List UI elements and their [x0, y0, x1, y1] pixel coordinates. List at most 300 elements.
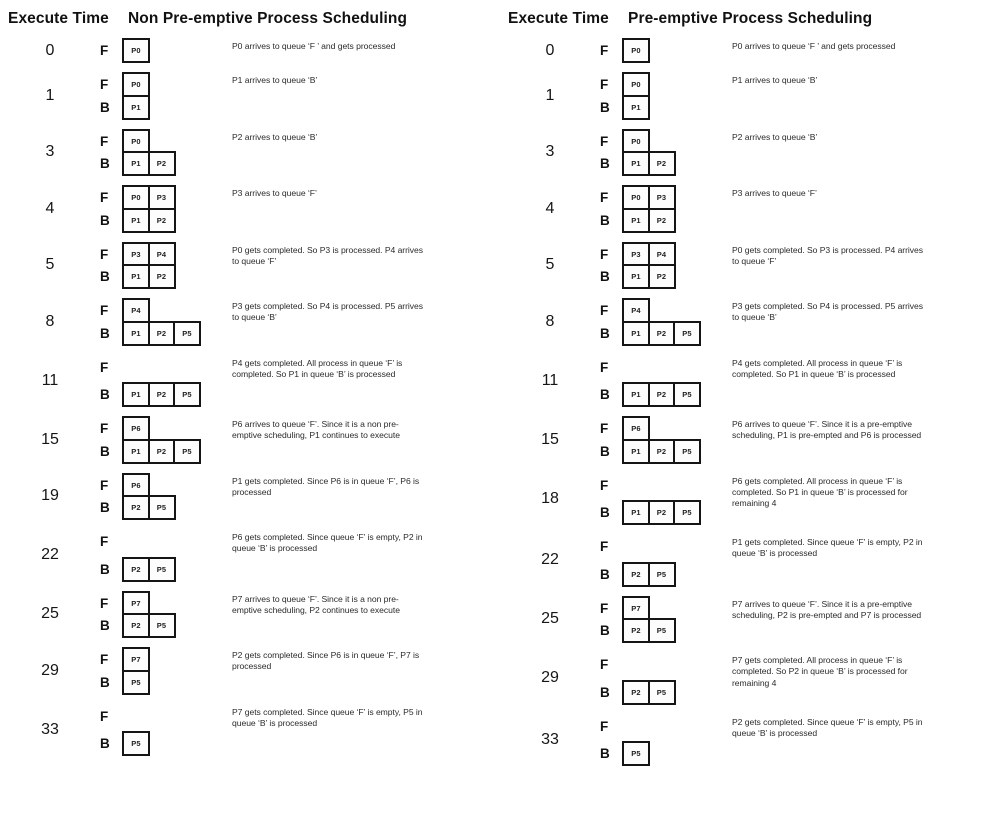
execute-time-value: 25 [541, 610, 559, 628]
process-boxes [622, 416, 650, 441]
execute-time-header: Execute Time [8, 10, 109, 27]
front-queue-line [600, 355, 732, 380]
process-boxes [122, 208, 176, 233]
process-boxes [122, 591, 150, 616]
front-queue-label: F [100, 43, 109, 58]
back-queue-label: B [600, 684, 610, 700]
front-queue-label: F [600, 190, 609, 205]
back-queue-line [600, 151, 732, 176]
back-queue-label: B [100, 500, 110, 515]
process-box: P5 [648, 562, 676, 587]
process-boxes [122, 416, 150, 441]
schedule-row [500, 596, 1000, 644]
schedule-row [500, 355, 1000, 408]
process-box: P5 [648, 618, 676, 643]
process-box: P1 [122, 151, 150, 176]
process-boxes [122, 72, 150, 97]
queue-diagram [600, 534, 732, 587]
front-queue-label: F [600, 77, 609, 92]
front-queue-line [100, 185, 232, 210]
process-box: P0 [622, 72, 650, 97]
back-queue-line [100, 731, 232, 756]
front-queue-label: F [100, 652, 109, 667]
back-queue-line [100, 382, 232, 407]
row-description: P4 gets completed. All process in queue ‘F’ is completed. So P1 in queue ‘B’ is processed [232, 357, 403, 379]
process-boxes [122, 264, 176, 289]
row-description: P1 arrives to queue ‘B’ [732, 75, 818, 85]
schedule-row [500, 38, 1000, 63]
process-box: P5 [173, 439, 201, 464]
back-queue-label: B [100, 736, 110, 751]
process-box: P0 [122, 185, 150, 210]
front-queue-label: F [100, 534, 109, 549]
front-queue-label: F [600, 477, 609, 493]
back-queue-label: B [600, 156, 610, 171]
front-queue-line [600, 72, 732, 97]
front-queue-label: F [600, 539, 609, 554]
row-description: P6 gets completed. Since queue ‘F’ is empty, P2 in queue ‘B’ is processed [232, 532, 423, 554]
process-boxes [122, 495, 176, 520]
process-boxes [122, 298, 150, 323]
process-box: P1 [622, 321, 650, 346]
queue-diagram [100, 38, 232, 63]
schedule-row [0, 242, 500, 290]
process-box: P7 [122, 591, 150, 616]
back-queue-line [600, 741, 732, 766]
back-queue-label: B [100, 387, 110, 402]
preemptive-column-header [500, 6, 1000, 38]
back-queue-label: B [600, 623, 610, 638]
process-boxes [622, 72, 650, 97]
process-box: P4 [622, 298, 650, 323]
row-description: P6 gets completed. All process in queue ‘F’ is completed. So P1 in queue ‘B’ is processed for remaining 4 [732, 475, 908, 509]
back-queue-label: B [100, 618, 110, 633]
schedule-row [500, 652, 1000, 705]
front-queue-line [100, 38, 232, 63]
back-queue-line [600, 208, 732, 233]
process-box: P2 [148, 439, 176, 464]
execute-time-value: 11 [41, 371, 59, 389]
row-description: P2 arrives to queue ‘B’ [732, 131, 818, 142]
process-box: P4 [648, 242, 676, 267]
front-queue-label: F [100, 421, 109, 436]
back-queue-label: B [100, 561, 110, 577]
queue-diagram [100, 591, 232, 639]
front-queue-line [600, 298, 732, 323]
process-boxes [622, 298, 650, 323]
back-queue-line [100, 439, 232, 464]
queue-diagram [100, 529, 232, 582]
back-queue-line [100, 95, 232, 120]
process-box: P5 [122, 731, 150, 756]
process-box: P4 [148, 242, 176, 267]
front-queue-label: F [100, 708, 109, 724]
process-box: P5 [148, 495, 176, 520]
process-boxes [622, 562, 676, 587]
process-box: P1 [622, 208, 650, 233]
execute-time-value: 15 [541, 430, 559, 448]
front-queue-line [600, 652, 732, 677]
non-preemptive-title: Non Pre-emptive Process Scheduling [128, 10, 408, 27]
process-boxes [622, 95, 650, 120]
schedule-row [500, 416, 1000, 464]
back-queue-label: B [600, 269, 610, 284]
process-boxes [122, 382, 201, 407]
queue-diagram [600, 652, 732, 705]
process-box: P7 [622, 596, 650, 621]
schedule-row [500, 72, 1000, 120]
execute-time-value: 33 [41, 720, 59, 738]
front-queue-label: F [100, 303, 109, 318]
process-boxes [622, 38, 650, 63]
back-queue-label: B [600, 325, 610, 341]
row-description: P0 arrives to queue ‘F ’ and gets processed [732, 41, 896, 51]
row-description: P2 gets completed. Since queue ‘F’ is empty, P5 in queue ‘B’ is processed [732, 716, 923, 738]
process-box: P2 [622, 562, 650, 587]
execute-time-value: 1 [545, 86, 555, 104]
process-boxes [122, 242, 176, 267]
schedule-row [0, 416, 500, 464]
back-queue-label: B [100, 212, 110, 228]
front-queue-line [600, 473, 732, 498]
process-box: P6 [622, 416, 650, 441]
schedule-row [0, 355, 500, 408]
front-queue-line [600, 416, 732, 441]
schedule-row [0, 129, 500, 177]
queue-diagram [100, 298, 232, 346]
process-box: P1 [622, 500, 650, 525]
front-queue-line [600, 596, 732, 621]
row-description: P3 gets completed. So P4 is processed. P5 arrives to queue ‘B’ [232, 301, 424, 323]
front-queue-label: F [100, 133, 109, 149]
queue-diagram [600, 185, 732, 233]
back-queue-line [600, 618, 732, 643]
schedule-row [500, 298, 1000, 346]
process-box: P2 [648, 208, 676, 233]
process-box: P6 [122, 416, 150, 441]
process-box: P2 [122, 557, 150, 582]
schedule-row [0, 298, 500, 346]
process-box: P1 [122, 382, 150, 407]
back-queue-label: B [600, 387, 610, 402]
process-box: P2 [622, 680, 650, 705]
process-boxes [622, 618, 676, 643]
schedule-row [0, 591, 500, 639]
process-box: P5 [648, 680, 676, 705]
process-boxes [122, 95, 150, 120]
preemptive-rows [500, 38, 1000, 766]
execute-time-header: Execute Time [508, 10, 609, 27]
back-queue-label: B [600, 212, 610, 228]
queue-diagram [100, 242, 232, 290]
process-box: P2 [122, 495, 150, 520]
process-boxes [622, 439, 701, 464]
process-box: P1 [622, 151, 650, 176]
back-queue-label: B [100, 674, 110, 690]
preemptive-column [500, 6, 1000, 775]
row-description: P0 gets completed. So P3 is processed. P4 arrives to queue ‘F’ [232, 244, 424, 266]
process-boxes [122, 613, 176, 638]
front-queue-label: F [600, 133, 609, 149]
process-box: P0 [122, 38, 150, 63]
front-queue-label: F [100, 77, 109, 92]
back-queue-line [100, 264, 232, 289]
queue-diagram [100, 473, 232, 521]
process-boxes [622, 321, 701, 346]
schedule-row [500, 714, 1000, 767]
queue-diagram [600, 355, 732, 408]
row-description: P2 gets completed. Since P6 is in queue ‘F’, P7 is processed [232, 650, 420, 672]
front-queue-line [100, 242, 232, 267]
back-queue-label: B [600, 99, 610, 115]
process-box: P6 [122, 473, 150, 498]
process-boxes [622, 129, 650, 154]
process-boxes [622, 741, 650, 766]
front-queue-line [100, 647, 232, 672]
process-box: P5 [122, 670, 150, 695]
process-box: P2 [648, 500, 676, 525]
execute-time-value: 11 [541, 371, 559, 389]
queue-diagram [100, 185, 232, 233]
process-box: P2 [648, 321, 676, 346]
front-queue-line [600, 129, 732, 154]
row-description: P1 gets completed. Since P6 is in queue ‘F’, P6 is processed [232, 475, 420, 497]
front-queue-line [100, 473, 232, 498]
process-box: P7 [122, 647, 150, 672]
back-queue-label: B [600, 566, 610, 582]
queue-diagram [100, 355, 232, 408]
process-box: P2 [648, 439, 676, 464]
back-queue-label: B [600, 443, 610, 459]
process-boxes [122, 731, 150, 756]
queue-diagram [600, 416, 732, 464]
process-box: P0 [122, 72, 150, 97]
process-box: P5 [622, 741, 650, 766]
execute-time-value: 22 [41, 546, 59, 564]
process-box: P5 [673, 321, 701, 346]
execute-time-value: 5 [545, 256, 555, 274]
process-boxes [622, 264, 676, 289]
process-box: P1 [622, 439, 650, 464]
front-queue-label: F [600, 359, 609, 375]
row-description: P7 gets completed. Since queue ‘F’ is empty, P5 in queue ‘B’ is processed [232, 706, 423, 728]
row-description: P7 gets completed. All process in queue ‘F’ is completed. So P2 in queue ‘B’ is processed for remaining 4 [732, 655, 908, 688]
process-box: P1 [622, 264, 650, 289]
execute-time-value: 8 [45, 312, 55, 330]
row-description: P1 gets completed. Since queue ‘F’ is empty, P2 in queue ‘B’ is processed [732, 537, 923, 559]
process-box: P2 [148, 382, 176, 407]
front-queue-label: F [600, 600, 609, 616]
process-box: P2 [648, 382, 676, 407]
process-boxes [122, 557, 176, 582]
back-queue-line [600, 321, 732, 346]
front-queue-label: F [600, 246, 609, 262]
execute-time-value: 25 [41, 605, 59, 623]
front-queue-line [600, 714, 732, 739]
back-queue-line [600, 500, 732, 525]
process-box: P2 [622, 618, 650, 643]
process-box: P2 [122, 613, 150, 638]
row-description: P2 arrives to queue ‘B’ [232, 131, 318, 142]
back-queue-line [100, 495, 232, 520]
process-box: P5 [173, 382, 201, 407]
process-box: P2 [148, 208, 176, 233]
process-box: P1 [122, 95, 150, 120]
back-queue-line [600, 95, 732, 120]
back-queue-label: B [100, 99, 110, 115]
row-description: P3 gets completed. So P4 is processed. P5 arrives to queue ‘B’ [732, 301, 924, 323]
process-box: P4 [122, 298, 150, 323]
row-description: P6 arrives to queue ‘F’. Since it is a pre-emptive scheduling, P1 is pre-empted and P6 is processed [732, 419, 922, 441]
schedule-row [500, 185, 1000, 233]
execute-time-value: 5 [45, 256, 55, 274]
row-description: P7 arrives to queue ‘F’. Since it is a pre-emptive scheduling, P2 is pre-empted and P7 is processed [732, 598, 922, 620]
back-queue-line [100, 151, 232, 176]
front-queue-line [600, 185, 732, 210]
queue-diagram [600, 38, 732, 63]
back-queue-line [600, 382, 732, 407]
process-boxes [122, 473, 150, 498]
front-queue-line [600, 534, 732, 559]
queue-diagram [600, 242, 732, 290]
back-queue-line [100, 557, 232, 582]
front-queue-label: F [600, 43, 609, 58]
process-box: P0 [622, 38, 650, 63]
back-queue-line [100, 321, 232, 346]
front-queue-line [100, 529, 232, 554]
execute-time-value: 29 [541, 669, 559, 687]
process-box: P1 [122, 321, 150, 346]
queue-diagram [600, 596, 732, 644]
process-box: P1 [622, 95, 650, 120]
process-box: P3 [148, 185, 176, 210]
process-box: P0 [622, 129, 650, 154]
execute-time-value: 4 [45, 199, 55, 217]
front-queue-line [100, 416, 232, 441]
schedule-row [500, 242, 1000, 290]
process-boxes [622, 242, 676, 267]
process-box: P3 [622, 242, 650, 267]
back-queue-line [100, 208, 232, 233]
process-box: P2 [148, 151, 176, 176]
row-description: P3 arrives to queue ‘F’ [232, 188, 317, 198]
row-description: P4 gets completed. All process in queue ‘F’ is completed. So P1 in queue ‘B’ is processed [732, 357, 903, 379]
schedule-row [500, 473, 1000, 526]
back-queue-line [600, 562, 732, 587]
execute-time-value: 19 [41, 487, 59, 505]
queue-diagram [100, 704, 232, 757]
execute-time-value: 3 [545, 143, 555, 161]
process-box: P5 [673, 382, 701, 407]
front-queue-label: F [600, 421, 609, 436]
schedule-row [0, 529, 500, 582]
back-queue-label: B [100, 269, 110, 284]
process-boxes [122, 185, 176, 210]
process-boxes [622, 185, 676, 210]
back-queue-line [100, 613, 232, 638]
process-box: P0 [122, 129, 150, 154]
row-description: P0 gets completed. So P3 is processed. P4 arrives to queue ‘F’ [732, 244, 924, 266]
process-boxes [122, 129, 150, 154]
row-description: P7 arrives to queue ‘F’. Since it is a non pre-emptive scheduling, P2 continues to execute [232, 593, 400, 615]
back-queue-label: B [600, 746, 610, 761]
front-queue-line [100, 355, 232, 380]
front-queue-line [100, 704, 232, 729]
execute-time-value: 18 [541, 489, 559, 507]
front-queue-line [600, 242, 732, 267]
schedule-row [0, 647, 500, 695]
execute-time-value: 1 [45, 86, 55, 104]
row-description: P3 arrives to queue ‘F’ [732, 188, 817, 198]
execute-time-value: 4 [545, 199, 555, 217]
process-box: P1 [122, 208, 150, 233]
front-queue-label: F [100, 190, 109, 205]
back-queue-label: B [100, 156, 110, 171]
queue-diagram [600, 72, 732, 120]
front-queue-label: F [100, 359, 109, 375]
process-boxes [122, 151, 176, 176]
preemptive-title: Pre-emptive Process Scheduling [628, 10, 873, 27]
process-box: P2 [148, 264, 176, 289]
front-queue-label: F [100, 246, 109, 262]
process-boxes [622, 382, 701, 407]
process-boxes [122, 647, 150, 672]
process-boxes [122, 38, 150, 63]
process-boxes [622, 500, 701, 525]
non-preemptive-column [0, 6, 500, 775]
back-queue-label: B [100, 325, 110, 341]
front-queue-label: F [600, 657, 609, 672]
process-box: P3 [648, 185, 676, 210]
front-queue-label: F [600, 303, 609, 318]
back-queue-line [100, 670, 232, 695]
process-box: P0 [622, 185, 650, 210]
front-queue-line [600, 38, 732, 63]
process-boxes [122, 439, 201, 464]
front-queue-line [100, 129, 232, 154]
queue-diagram [100, 416, 232, 464]
execute-time-value: 22 [541, 551, 559, 569]
back-queue-label: B [600, 505, 610, 520]
process-box: P2 [148, 321, 176, 346]
process-box: P1 [122, 264, 150, 289]
queue-diagram [600, 298, 732, 346]
process-boxes [122, 670, 150, 695]
execute-time-value: 15 [41, 430, 59, 448]
front-queue-line [100, 298, 232, 323]
row-description: P6 arrives to queue ‘F’. Since it is a non pre-emptive scheduling, P1 continues to execute [232, 419, 400, 441]
schedule-row [0, 185, 500, 233]
queue-diagram [600, 714, 732, 767]
back-queue-line [600, 264, 732, 289]
schedule-row [0, 473, 500, 521]
non-preemptive-column-header [0, 6, 500, 38]
execute-time-value: 3 [45, 143, 55, 161]
row-description: P1 arrives to queue ‘B’ [232, 75, 318, 85]
row-description: P0 arrives to queue ‘F ’ and gets processed [232, 41, 396, 51]
schedule-row [500, 534, 1000, 587]
process-box: P1 [122, 439, 150, 464]
process-box: P5 [148, 613, 176, 638]
non-preemptive-rows [0, 38, 500, 756]
process-box: P5 [173, 321, 201, 346]
queue-diagram [600, 129, 732, 177]
schedule-row [0, 38, 500, 63]
process-box: P2 [648, 264, 676, 289]
schedule-row [0, 72, 500, 120]
process-boxes [622, 596, 650, 621]
process-box: P5 [148, 557, 176, 582]
